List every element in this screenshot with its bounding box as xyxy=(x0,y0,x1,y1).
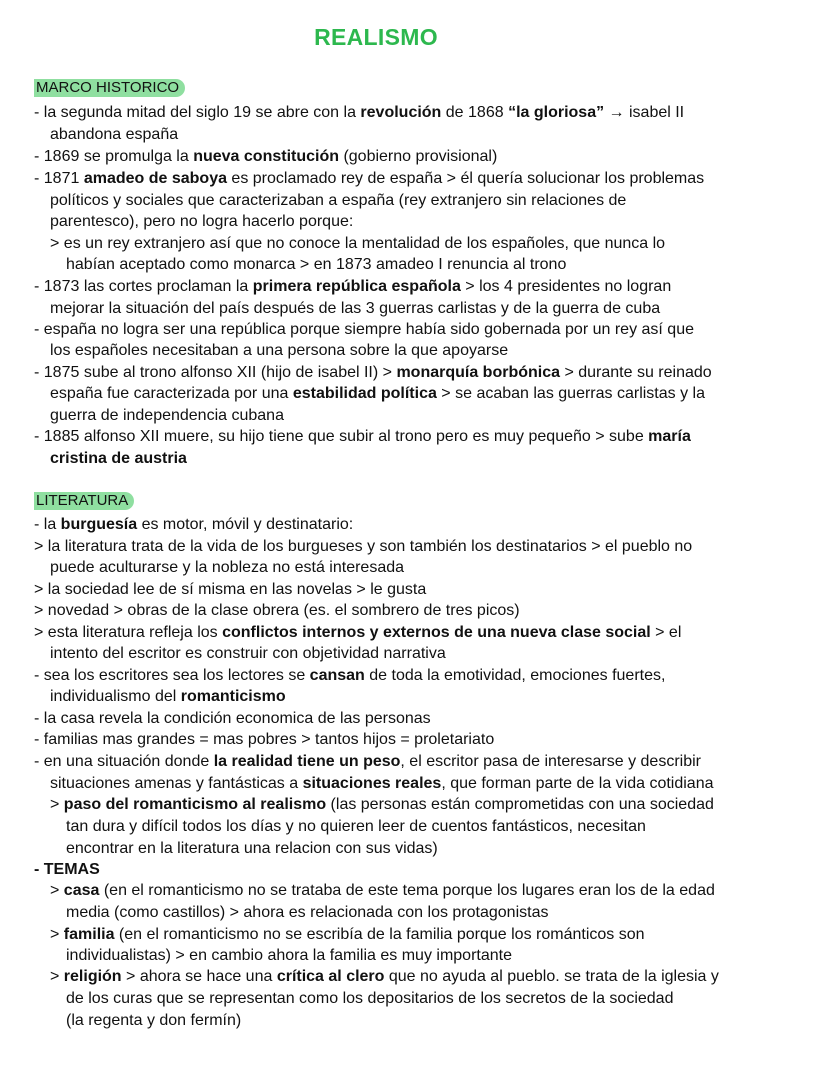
bold-text: nueva constitución xyxy=(193,148,339,165)
text-segment: > ahora se hace una xyxy=(121,968,277,985)
text-line xyxy=(66,254,566,275)
text-segment: es proclamado rey de españa > él quería solucionar los problemas xyxy=(226,170,705,187)
text-line xyxy=(34,622,681,643)
bold-text: estabilidad política xyxy=(292,385,437,402)
bold-text: amadeo de saboya xyxy=(83,170,227,187)
text-segment: (la regenta y don fermín) xyxy=(66,1012,242,1029)
text-segment: de los curas que se representan como los depositarios de los secretos de la sociedad xyxy=(66,990,674,1007)
text-line xyxy=(66,1010,241,1031)
bold-text: religión xyxy=(63,968,122,985)
text-line xyxy=(50,124,178,145)
bold-text: burguesía xyxy=(60,516,138,533)
bold-text: maría xyxy=(648,428,691,445)
text-segment: encontrar en la literatura una relacion con sus vidas) xyxy=(66,840,438,857)
text-segment: > la sociedad lee de sí misma en las novelas > le gusta xyxy=(34,581,427,598)
text-line xyxy=(50,340,508,361)
bold-text: revolución xyxy=(360,104,442,121)
text-segment: > es un rey extranjero así que no conoce la mentalidad de los españoles, que nunca lo xyxy=(50,235,666,252)
text-segment: → isabel II xyxy=(604,104,685,121)
text-segment: españa fue caracterizada por una xyxy=(50,385,293,402)
text-line xyxy=(34,579,426,600)
text-line xyxy=(50,211,353,232)
text-segment: (las personas están comprometidas con una sociedad xyxy=(326,796,714,813)
bold-text: romanticismo xyxy=(180,688,286,705)
text-segment: - la casa revela la condición economica de las personas xyxy=(34,710,431,727)
text-line xyxy=(50,773,714,794)
text-segment: (en el romanticismo no se escribía de la familia porque los románticos son xyxy=(114,926,645,943)
text-segment: - la xyxy=(34,516,61,533)
text-segment: - en una situación donde xyxy=(34,753,214,770)
section-heading-literatura: LITERATURA xyxy=(34,492,134,510)
text-segment: , que forman parte de la vida cotidiana xyxy=(441,775,714,792)
bold-text: casa xyxy=(63,882,100,899)
text-segment: > durante su reinado xyxy=(560,364,712,381)
text-line xyxy=(50,190,626,211)
text-segment: , el escritor pasa de interesarse y describir xyxy=(400,753,701,770)
text-segment: - 1875 sube al trono alfonso XII (hijo de isabel II) > xyxy=(34,364,397,381)
bold-text: familia xyxy=(63,926,115,943)
text-line xyxy=(34,859,100,880)
text-line xyxy=(34,146,497,167)
text-segment: individualismo del xyxy=(50,688,181,705)
text-line xyxy=(66,838,438,859)
text-segment: media (como castillos) > ahora es relacionada con los protagonistas xyxy=(66,904,549,921)
text-segment: de toda la emotividad, emociones fuertes, xyxy=(364,667,666,684)
text-line xyxy=(34,665,665,686)
text-line xyxy=(50,298,660,319)
bold-text: primera república española xyxy=(252,278,461,295)
page-title: REALISMO xyxy=(314,24,438,50)
text-line xyxy=(50,448,187,469)
text-line xyxy=(50,233,665,254)
text-line xyxy=(66,945,512,966)
bold-text: la realidad tiene un peso xyxy=(213,753,401,770)
text-line xyxy=(34,319,694,340)
text-line xyxy=(34,600,520,621)
text-segment: > el xyxy=(650,624,682,641)
text-segment: - 1869 se promulga la xyxy=(34,148,194,165)
text-line xyxy=(34,102,684,123)
text-segment: individualistas) > en cambio ahora la familia es muy importante xyxy=(66,947,512,964)
text-line xyxy=(34,536,692,557)
text-segment: intento del escritor es construir con objetividad narrativa xyxy=(50,645,446,662)
bold-text: paso del romanticismo al realismo xyxy=(63,796,327,813)
text-segment: > los 4 presidentes no logran xyxy=(460,278,672,295)
text-line xyxy=(50,557,404,578)
text-segment: habían aceptado como monarca > en 1873 amadeo I renuncia al trono xyxy=(66,256,567,273)
text-segment: tan dura y difícil todos los días y no quieren leer de cuentos fantásticos, necesitan xyxy=(66,818,646,835)
text-segment: políticos y sociales que caracterizaban a españa (rey extranjero sin relaciones de xyxy=(50,192,627,209)
text-line xyxy=(66,988,673,1009)
text-segment: parentesco), pero no logra hacerlo porque: xyxy=(50,213,354,230)
text-segment: (gobierno provisional) xyxy=(339,148,498,165)
text-segment: - la segunda mitad del siglo 19 se abre con la xyxy=(34,104,361,121)
bold-text: cristina de austria xyxy=(50,450,187,467)
text-segment: (en el romanticismo no se trataba de este tema porque los lugares eran los de la edad xyxy=(99,882,715,899)
text-segment: mejorar la situación del país después de las 3 guerras carlistas y de la guerra de cuba xyxy=(50,300,661,317)
bold-text: - TEMAS xyxy=(34,861,100,878)
text-segment: - españa no logra ser una república porque siempre había sido gobernada por un rey así que xyxy=(34,321,694,338)
text-line xyxy=(50,686,286,707)
bold-text: situaciones reales xyxy=(302,775,442,792)
text-segment: de 1868 xyxy=(441,104,509,121)
bold-text: monarquía borbónica xyxy=(396,364,561,381)
text-segment: - sea los escritores sea los lectores se xyxy=(34,667,310,684)
text-segment: puede aculturarse y la nobleza no está interesada xyxy=(50,559,405,576)
text-line xyxy=(34,708,431,729)
text-line xyxy=(50,643,446,664)
text-segment: > xyxy=(50,796,64,813)
text-line xyxy=(50,383,705,404)
text-segment: - 1871 xyxy=(34,170,84,187)
text-line xyxy=(34,729,494,750)
bold-text: cansan xyxy=(309,667,365,684)
text-segment: > esta literatura refleja los xyxy=(34,624,223,641)
text-segment: guerra de independencia cubana xyxy=(50,407,284,424)
bold-text: crítica al clero xyxy=(276,968,385,985)
text-line xyxy=(50,966,719,987)
text-segment: que no ayuda al pueblo. se trata de la iglesia y xyxy=(384,968,719,985)
text-line xyxy=(34,168,704,189)
text-line xyxy=(50,405,284,426)
text-segment: - 1885 alfonso XII muere, su hijo tiene que subir al trono pero es muy pequeño > sube xyxy=(34,428,649,445)
text-segment: > xyxy=(50,968,64,985)
text-segment: - 1873 las cortes proclaman la xyxy=(34,278,253,295)
text-segment: situaciones amenas y fantásticas a xyxy=(50,775,303,792)
text-line xyxy=(50,924,645,945)
text-segment: > xyxy=(50,882,64,899)
text-segment: es motor, móvil y destinatario: xyxy=(137,516,354,533)
text-line xyxy=(50,880,715,901)
text-line xyxy=(34,276,671,297)
text-line xyxy=(66,816,646,837)
text-line xyxy=(34,362,712,383)
text-line xyxy=(34,426,691,447)
text-line xyxy=(34,514,353,535)
bold-text: “la gloriosa” xyxy=(508,104,605,121)
text-line xyxy=(50,794,714,815)
text-segment: > se acaban las guerras carlistas y la xyxy=(436,385,705,402)
text-line xyxy=(66,902,548,923)
text-segment: los españoles necesitaban a una persona sobre la que apoyarse xyxy=(50,342,509,359)
bold-text: conflictos internos y externos de una nueva clase social xyxy=(222,624,651,641)
text-segment: > xyxy=(50,926,64,943)
text-segment: > novedad > obras de la clase obrera (es. el sombrero de tres picos) xyxy=(34,602,520,619)
text-segment: > la literatura trata de la vida de los burgueses y son también los destinatarios > el pueblo no xyxy=(34,538,693,555)
text-segment: - familias mas grandes = mas pobres > tantos hijos = proletariato xyxy=(34,731,495,748)
text-segment: abandona españa xyxy=(50,126,179,143)
text-line xyxy=(34,751,701,772)
section-heading-marco-historico: MARCO HISTORICO xyxy=(34,79,185,97)
